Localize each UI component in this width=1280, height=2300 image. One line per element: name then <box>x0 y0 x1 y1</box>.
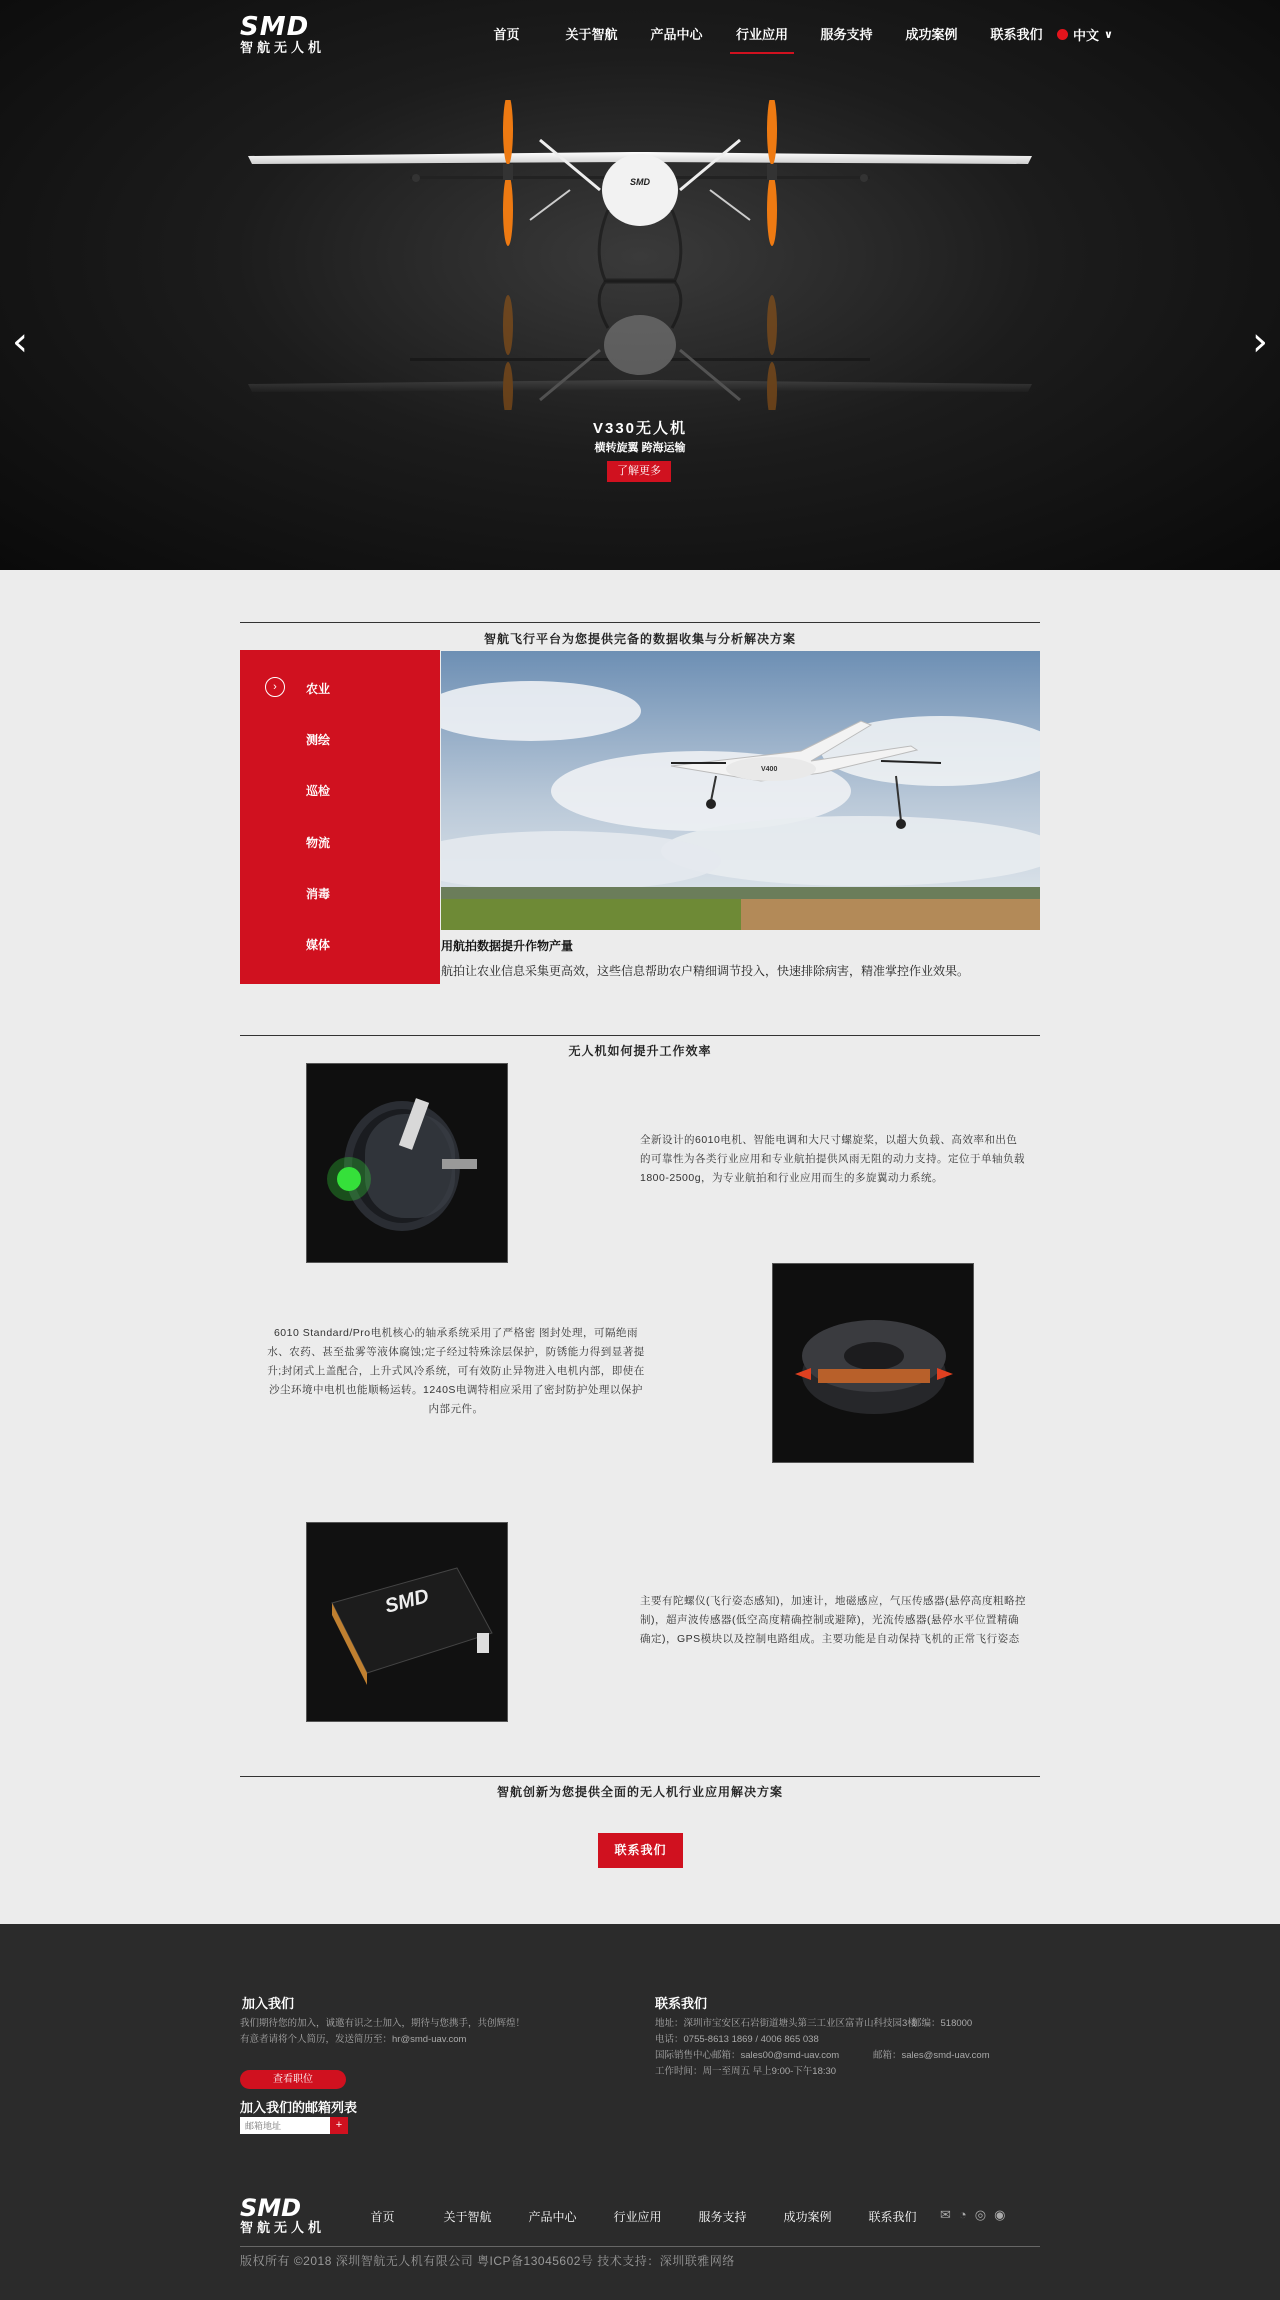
nav-item-contact[interactable]: 联系我们 <box>990 27 1043 42</box>
logo-text: 智航无人机 <box>240 40 326 55</box>
mailing-list-title: 加入我们的邮箱列表 <box>240 2100 358 2115</box>
footer-nav-applications[interactable]: 行业应用 <box>613 2210 662 2224</box>
contact-address: 地址：深圳市宝安区石岩街道塘头第三工业区富青山科技园3楼 <box>655 2018 917 2029</box>
nav-item-applications[interactable]: 行业应用 <box>730 22 794 54</box>
contact-intl-email: 国际销售中心邮箱：sales00@smd-uav.com <box>655 2050 840 2061</box>
tab-logistics[interactable]: 物流 <box>306 836 331 850</box>
footer-divider <box>240 2246 1040 2247</box>
language-label: 中文 <box>1073 28 1100 43</box>
subscribe-button[interactable]: + <box>330 2117 348 2134</box>
footer-nav-about[interactable]: 关于智航 <box>443 2210 492 2224</box>
contact-phone: 电话：0755-8613 1869 / 4006 865 038 <box>655 2034 819 2045</box>
motor-image <box>306 1063 508 1263</box>
nav-item-about[interactable]: 关于智航 <box>565 27 618 42</box>
solutions-title: 智航飞行平台为您提供完备的数据收集与分析解决方案 <box>483 632 796 646</box>
footer-logo-mark: SMD <box>240 2194 302 2222</box>
tab-inspection[interactable]: 巡检 <box>306 784 331 798</box>
weibo-icon[interactable]: ◎ <box>974 2207 987 2222</box>
footer <box>0 1924 1280 2300</box>
nav-item-home[interactable]: 首页 <box>493 27 520 42</box>
industry-tabs <box>240 650 440 984</box>
section-divider <box>240 1035 1040 1036</box>
mail-icon[interactable]: ✉ <box>940 2207 951 2222</box>
email-input[interactable] <box>240 2117 330 2134</box>
hero-title: V330无人机 <box>592 420 688 437</box>
footer-nav <box>340 2208 935 2225</box>
footer-nav-home[interactable]: 首页 <box>370 2210 395 2224</box>
agriculture-photo <box>441 651 1040 930</box>
contact-title: 联系我们 <box>655 1996 708 2011</box>
learn-more-button[interactable]: 了解更多 <box>607 461 671 482</box>
footer-logo-text: 智航无人机 <box>240 2220 326 2235</box>
view-jobs-button[interactable]: 查看职位 <box>240 2070 346 2089</box>
tab-disinfection[interactable]: 消毒 <box>306 887 331 901</box>
contact-hours: 工作时间：周一至周五 早上9:00-下午18:30 <box>655 2066 837 2077</box>
hero-subtitle: 横转旋翼 跨海运输 <box>594 442 686 454</box>
plane-badge: V400 <box>761 766 778 773</box>
feature-heading: 用航拍数据提升作物产量 <box>441 939 574 953</box>
footer-nav-contact[interactable]: 联系我们 <box>868 2210 917 2224</box>
tab-agriculture[interactable]: 农业 <box>306 682 331 696</box>
join-title: 加入我们 <box>242 1996 295 2011</box>
efficiency-title: 无人机如何提升工作效率 <box>568 1044 712 1058</box>
chevron-down-icon: ∨ <box>1104 29 1113 41</box>
controller-badge: SMD <box>382 1585 432 1618</box>
tab-media[interactable]: 媒体 <box>306 938 331 952</box>
contact-email: 邮箱：sales@smd-uav.com <box>873 2050 990 2061</box>
join-text: 我们期待您的加入，诚邀有识之士加入，期待与您携手，共创辉煌！ <box>240 2018 526 2029</box>
nav-item-products[interactable]: 产品中心 <box>650 27 703 42</box>
controller-description: 主要有陀螺仪(飞行姿态感知)，加速计，地磁感应，气压传感器(悬停高度粗略控制)，超声波传感器(低空高度精确控制或避障)，光流传感器(悬停水平位置精确确定)，GPS模块以及控制电路组成。主要功能是自动保持飞机的正常飞行姿态 <box>640 1595 1026 1645</box>
contact-postcode: 邮编：518000 <box>912 2018 973 2029</box>
join-email-text: 有意者请将个人简历，发送简历至：hr@smd-uav.com <box>240 2034 467 2045</box>
copyright: 版权所有 ©2018 深圳智航无人机有限公司 粤ICP备13045602号 技术支持：深圳联雅网络 <box>240 2254 735 2268</box>
chevron-right-circle-icon: › <box>265 677 285 697</box>
feature-description: 航拍让农业信息采集更高效，这些信息帮助农户精细调节投入，快速排除病害，精准掌控作业效果。 <box>441 964 970 978</box>
footer-nav-cases[interactable]: 成功案例 <box>783 2210 832 2224</box>
contact-us-button[interactable]: 联系我们 <box>598 1833 683 1868</box>
flight-controller-image <box>306 1522 508 1722</box>
hero-banner <box>0 0 1280 570</box>
footer-nav-products[interactable]: 产品中心 <box>528 2210 577 2224</box>
wechat-icon[interactable]: ◉ <box>994 2207 1006 2222</box>
tab-surveying[interactable]: 测绘 <box>306 733 331 747</box>
social-icons <box>940 2207 1005 2223</box>
bearing-description: 6010 Standard/Pro电机核心的轴承系统采用了严格密 图封处理，可隔绝雨水、农药、甚至盐雾等液体腐蚀;定子经过特殊涂层保护，防锈能力得到显著提升;封闭式上盖配合，上升式风冷系统，可有效防止异物进入电机内部，即使在沙尘环境中电机也能顺畅运转。1240S电调特相应采用了密封防护处理以保护内部元件。 <box>267 1327 645 1415</box>
drone-badge: SMD <box>630 177 650 187</box>
footer-logo[interactable] <box>240 2196 325 2236</box>
main-nav <box>464 22 1059 54</box>
nav-item-support[interactable]: 服务支持 <box>820 27 873 42</box>
logo-mark: SMD <box>240 12 310 42</box>
prev-slide-button[interactable]: ‹ <box>12 319 28 365</box>
language-selector[interactable] <box>1057 25 1113 44</box>
footer-nav-support[interactable]: 服务支持 <box>698 2210 747 2224</box>
flag-icon <box>1057 29 1068 40</box>
motor-cutaway-image <box>772 1263 974 1463</box>
section-divider <box>240 1776 1040 1777</box>
motor-description: 全新设计的6010电机、智能电调和大尺寸螺旋桨，以超大负载、高效率和出色的可靠性为各类行业应用和专业航拍提供风雨无阻的动力支持。定位于单轴负载1800-2500g，为专业航拍和行业应用而生的多旋翼动力系统。 <box>640 1134 1025 1184</box>
qq-icon[interactable]: ◔ <box>958 2207 967 2222</box>
next-slide-button[interactable]: › <box>1252 319 1268 365</box>
drone-image <box>240 100 1040 410</box>
logo[interactable] <box>240 14 328 58</box>
cta-title: 智航创新为您提供全面的无人机行业应用解决方案 <box>496 1785 783 1799</box>
nav-item-cases[interactable]: 成功案例 <box>905 27 958 42</box>
section-divider <box>240 622 1040 623</box>
